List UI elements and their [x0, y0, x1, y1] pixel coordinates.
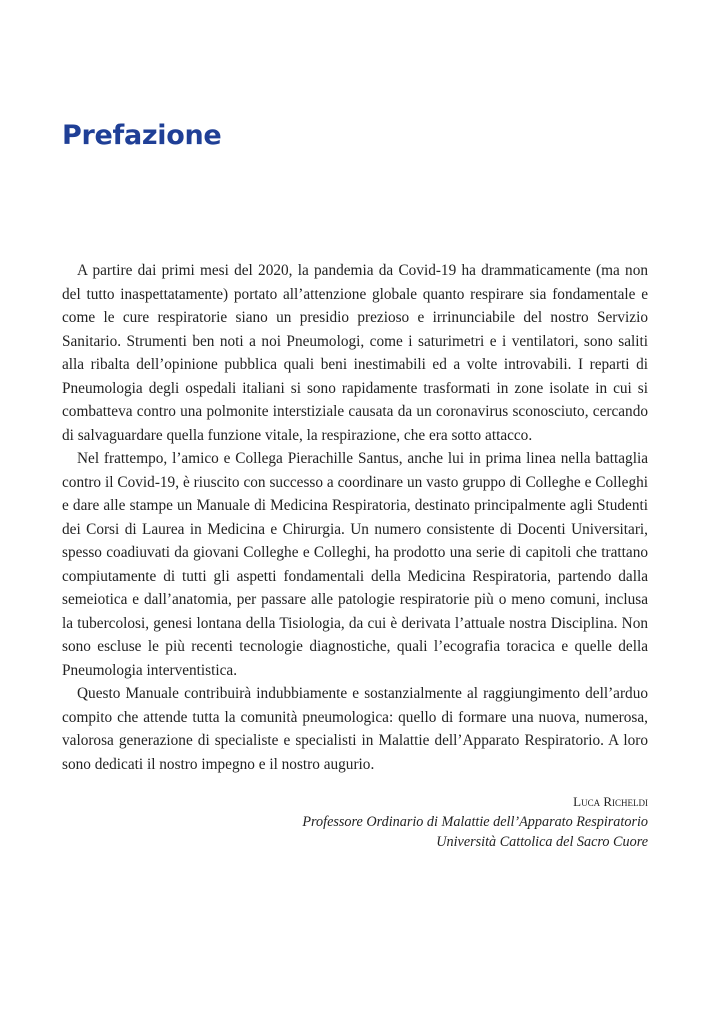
paragraph-1: A partire dai primi mesi del 2020, la pandemia da Covid-19 ha drammaticamente (ma non del tutto inaspettatamente) portato all’attenzione globale quanto respirare sia fondamentale e come le cure respiratorie siano un presidio prezioso e irrinunciabile del nostro Servizio Sanitario. Strumenti ben noti a noi Pneumologi, come i saturimetri e i ventilatori, sono saliti alla ribalta dell’opinione pubblica quali beni inestimabili ed a volte introvabili. I reparti di Pneumologia degli ospedali italiani si sono rapidamente trasformati in zone isolate in cui si combatteva contro una polmonite interstiziale causata da un coronavirus sconosciuto, cercando di salvaguardare quella funzione vitale, la respirazione, che era sotto attacco. [62, 262, 648, 444]
author-institution: Università Cattolica del Sacro Cuore [436, 834, 648, 850]
paragraph-2: Nel frattempo, l’amico e Collega Pierachille Santus, anche lui in prima linea nella battaglia contro il Covid-19, è riuscito con successo a coordinare un vasto gruppo di Colleghe e Colleghi e dare alle stampe un Manuale di Medicina Respiratoria, destinato principalmente agli Studenti dei Corsi di Laurea in Medicina e Chirurgia. Un numero consistente di Docenti Universitari, spesso coadiuvati da giovani Colleghe e Colleghi, ha prodotto una serie di capitoli che trattano compiutamente di tutti gli aspetti fondamentali della Medicina Respiratoria, partendo dalla semeiotica e dall’anatomia, per passare alle patologie respiratorie più o meno comuni, inclusa la tubercolosi, genesi lontana della Tisiologia, da cui è derivata l’attuale nostra Disciplina. Non sono escluse le più recenti tecnologie diagnostiche, quali l’ecografia toracica e quelle della Pneumologia interventistica. [62, 450, 648, 679]
signature-block [248, 792, 648, 852]
author-name: Luca Richeldi [573, 794, 648, 809]
author-role: Professore Ordinario di Malattie dell’Apparato Respiratorio [302, 814, 648, 830]
paragraph-3: Questo Manuale contribuirà indubbiamente e sostanzialmente al raggiungimento dell’arduo compito che attende tutta la comunità pneumologica: quello di formare una nuova, numerosa, valorosa generazione di specialiste e specialisti in Malattie dell’Apparato Respiratorio. A loro sono dedicati il nostro impegno e il nostro augurio. [62, 685, 648, 773]
preface-body [62, 259, 648, 776]
page-title: Prefazione [62, 120, 222, 151]
